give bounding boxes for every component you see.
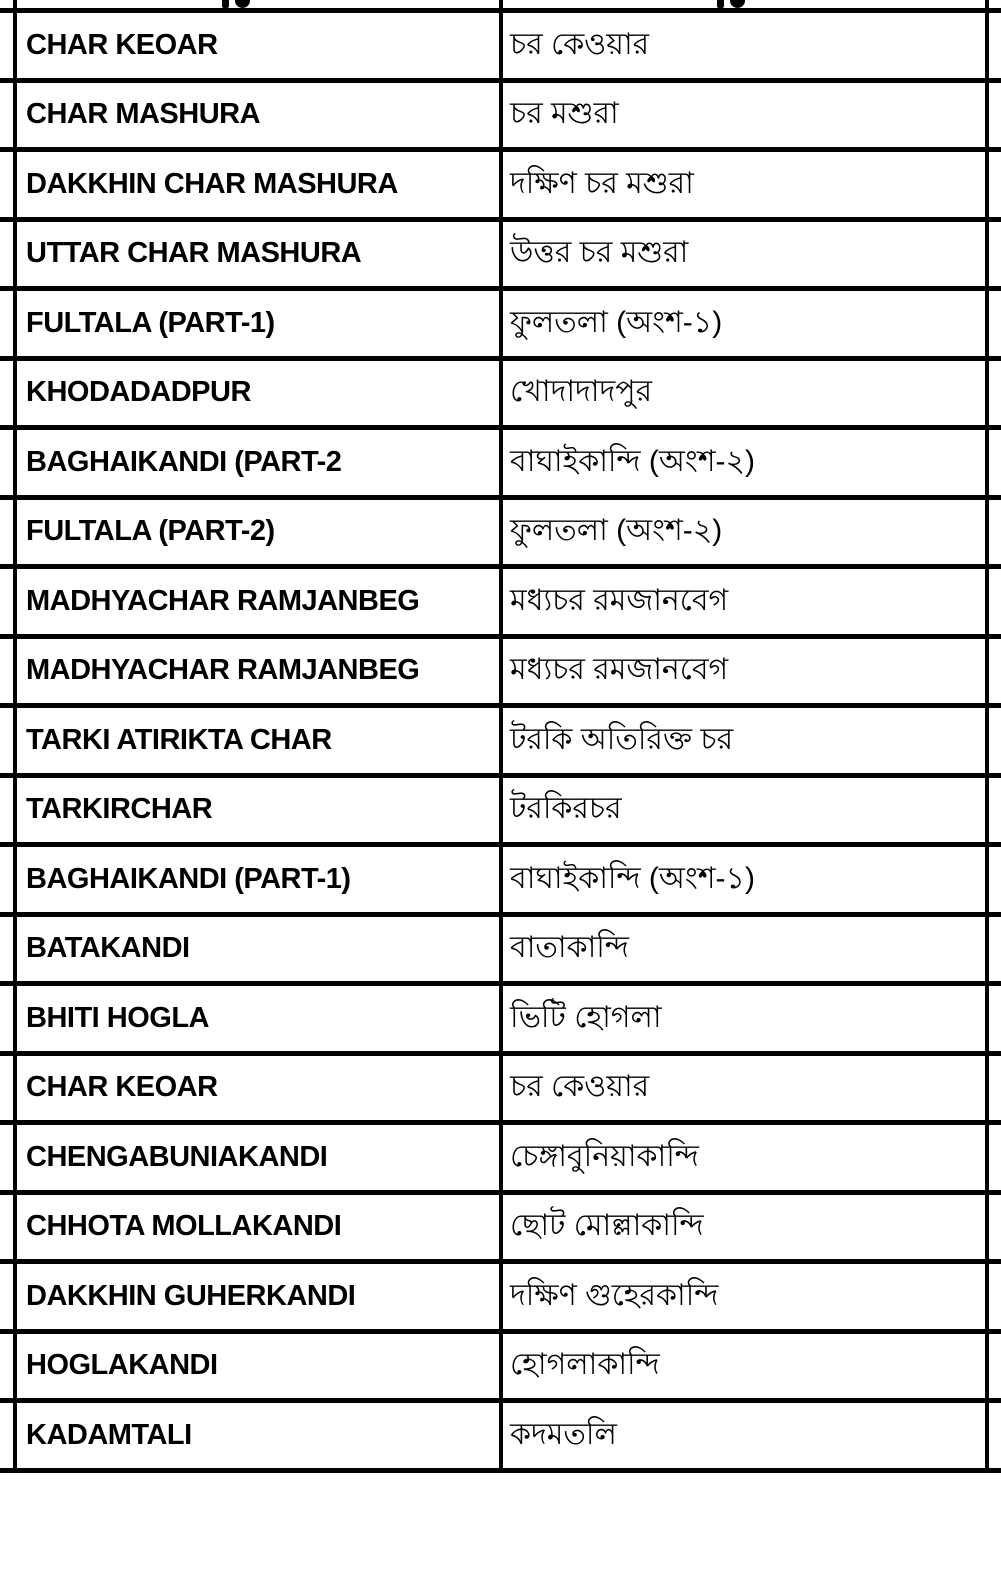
village-name-english: TARKIRCHAR — [17, 778, 503, 843]
village-name-english: KADAMTALI — [17, 1403, 503, 1468]
village-name-english: MADHYACHAR RAMJANBEG — [17, 639, 503, 704]
cropped-left-column — [0, 917, 17, 982]
cropped-left-column — [0, 152, 17, 217]
table-row — [0, 83, 1001, 153]
cropped-right-column — [989, 222, 1001, 287]
cropped-right-column — [989, 1403, 1001, 1468]
cropped-right-column — [989, 1056, 1001, 1121]
cropped-left-column — [0, 1195, 17, 1260]
cropped-right-column — [989, 0, 1001, 8]
cropped-right-column — [989, 500, 1001, 565]
village-name-english: BATAKANDI — [17, 917, 503, 982]
cropped-right-column — [989, 291, 1001, 356]
table-row — [0, 152, 1001, 222]
village-name-bengali: দক্ষিণ চর মশুরা — [503, 152, 989, 217]
village-name-english: CHAR KEOAR — [17, 1056, 503, 1121]
cropped-left-column — [0, 1056, 17, 1121]
village-name-bengali: ফুলতলা (অংশ-২) — [503, 500, 989, 565]
village-name-english: MADHYACHAR RAMJANBEG — [17, 569, 503, 634]
cropped-right-column — [989, 986, 1001, 1051]
village-name-bengali: কদমতলি — [503, 1403, 989, 1468]
cropped-left-column — [0, 986, 17, 1051]
cropped-left-column — [0, 1403, 17, 1468]
table-row — [0, 13, 1001, 83]
table-row — [0, 361, 1001, 431]
cropped-left-column — [0, 639, 17, 704]
table-row — [0, 291, 1001, 361]
table-row — [0, 222, 1001, 292]
cropped-left-column — [0, 222, 17, 287]
cropped-right-column — [989, 13, 1001, 78]
table-row — [0, 1125, 1001, 1195]
cropped-left-column — [0, 1334, 17, 1399]
cropped-left-column — [0, 569, 17, 634]
table-row — [0, 1195, 1001, 1265]
table-row — [0, 639, 1001, 709]
cropped-right-column — [989, 430, 1001, 495]
village-name-bengali: চর মশুরা — [503, 83, 989, 148]
cropped-right-column — [989, 847, 1001, 912]
village-name-bengali: বাতাকান্দি — [503, 917, 989, 982]
village-name-english: BHITI HOGLA — [17, 986, 503, 1051]
cropped-right-column — [989, 361, 1001, 426]
village-name-bengali: ভিটি হোগলা — [503, 986, 989, 1051]
village-name-bengali: হোগলাকান্দি — [503, 1334, 989, 1399]
village-name-english: HOGLAKANDI — [17, 1334, 503, 1399]
village-name-bengali: ফুলতলা (অংশ-১) — [503, 291, 989, 356]
table-row — [0, 847, 1001, 917]
village-name-bengali: মধ্যচর রমজানবেগ — [503, 569, 989, 634]
cropped-left-column — [0, 13, 17, 78]
village-name-bengali: চর কেওয়ার — [503, 13, 989, 78]
cropped-left-column — [0, 291, 17, 356]
cropped-left-column — [0, 83, 17, 148]
village-name-english: TARKI ATIRIKTA CHAR — [17, 708, 503, 773]
table-row — [0, 1264, 1001, 1334]
cropped-right-column — [989, 778, 1001, 843]
table-row — [0, 500, 1001, 570]
cropped-left-column — [0, 708, 17, 773]
table-row — [0, 708, 1001, 778]
cropped-left-column — [0, 500, 17, 565]
village-name-bengali: মধ্যচর রমজানবেগ — [503, 639, 989, 704]
table-row — [0, 986, 1001, 1056]
cropped-left-column — [0, 847, 17, 912]
cropped-cell-en — [17, 0, 503, 8]
village-name-english: UTTAR CHAR MASHURA — [17, 222, 503, 287]
village-name-english: BAGHAIKANDI (PART-1) — [17, 847, 503, 912]
cropped-right-column — [989, 639, 1001, 704]
table-row — [0, 917, 1001, 987]
village-name-bengali: চর কেওয়ার — [503, 1056, 989, 1121]
village-name-bengali: উত্তর চর মশুরা — [503, 222, 989, 287]
village-name-english: FULTALA (PART-2) — [17, 500, 503, 565]
cropped-left-column — [0, 1125, 17, 1190]
village-name-english: BAGHAIKANDI (PART-2 — [17, 430, 503, 495]
village-name-english: FULTALA (PART-1) — [17, 291, 503, 356]
cropped-right-column — [989, 708, 1001, 773]
cropped-right-column — [989, 917, 1001, 982]
cropped-right-column — [989, 1264, 1001, 1329]
cropped-left-column — [0, 0, 17, 8]
cropped-cell-bn — [503, 0, 989, 8]
cropped-right-column — [989, 1195, 1001, 1260]
table-row — [0, 569, 1001, 639]
cropped-left-column — [0, 361, 17, 426]
village-name-bengali: টরকি অতিরিক্ত চর — [503, 708, 989, 773]
village-name-bengali: ছোট মোল্লাকান্দি — [503, 1195, 989, 1260]
table-row — [0, 1056, 1001, 1126]
cropped-right-column — [989, 569, 1001, 634]
table-row — [0, 1403, 1001, 1473]
cut-off-text-remnant-right — [717, 0, 745, 8]
table-row — [0, 430, 1001, 500]
village-name-english: CHAR KEOAR — [17, 13, 503, 78]
table-row — [0, 778, 1001, 848]
village-name-english: KHODADADPUR — [17, 361, 503, 426]
village-name-bengali: টরকিরচর — [503, 778, 989, 843]
cropped-right-column — [989, 1125, 1001, 1190]
village-name-bengali: দক্ষিণ গুহেরকান্দি — [503, 1264, 989, 1329]
cropped-right-column — [989, 152, 1001, 217]
cropped-left-column — [0, 1264, 17, 1329]
village-name-english: CHHOTA MOLLAKANDI — [17, 1195, 503, 1260]
cropped-top-row — [0, 0, 1001, 13]
village-name-bengali: বাঘাইকান্দি (অংশ-১) — [503, 847, 989, 912]
cut-off-text-remnant-left — [222, 0, 250, 8]
cropped-right-column — [989, 1334, 1001, 1399]
village-name-english: CHENGABUNIAKANDI — [17, 1125, 503, 1190]
village-name-bengali: চেঙ্গাবুনিয়াকান্দি — [503, 1125, 989, 1190]
village-name-bengali: বাঘাইকান্দি (অংশ-২) — [503, 430, 989, 495]
cropped-right-column — [989, 83, 1001, 148]
village-name-english: CHAR MASHURA — [17, 83, 503, 148]
cropped-left-column — [0, 778, 17, 843]
village-name-english: DAKKHIN GUHERKANDI — [17, 1264, 503, 1329]
cropped-left-column — [0, 430, 17, 495]
table-row — [0, 1334, 1001, 1404]
village-name-english: DAKKHIN CHAR MASHURA — [17, 152, 503, 217]
village-name-bengali: খোদাদাদপুর — [503, 361, 989, 426]
